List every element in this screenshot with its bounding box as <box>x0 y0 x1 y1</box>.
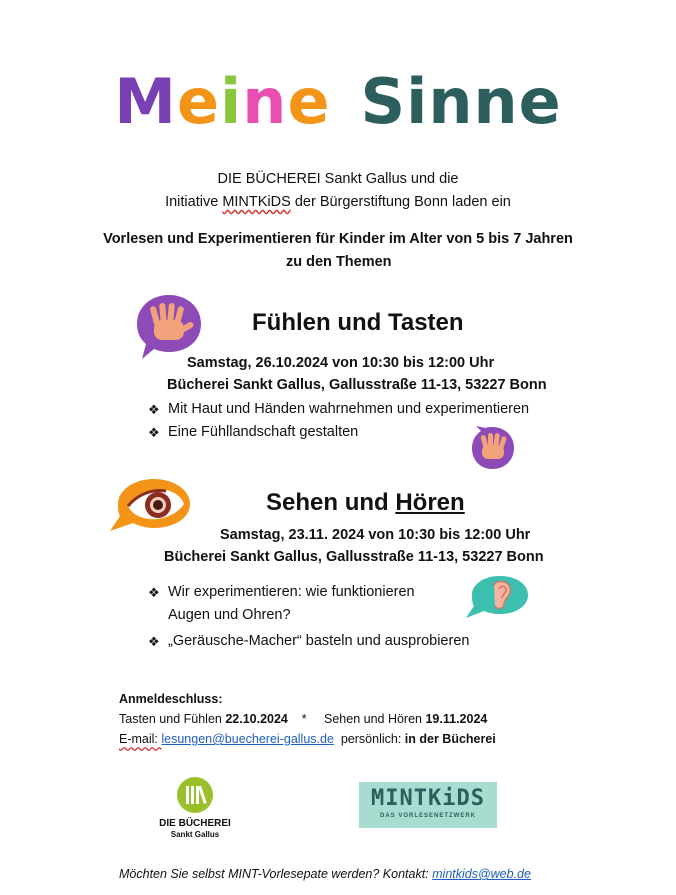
diamond-bullet-icon: ❖ <box>148 634 160 649</box>
intro-initiative: Initiative <box>165 194 223 210</box>
email-label: E-mail: <box>119 732 162 746</box>
diamond-bullet-icon: ❖ <box>148 585 160 600</box>
event2-title-hoeren: Hören <box>395 489 465 516</box>
title-letter: n <box>242 65 288 138</box>
buecherei-logo-icon <box>176 776 214 814</box>
intro-mintkids: MINTKiDS <box>222 194 291 210</box>
event2-bullet-list <box>146 581 469 653</box>
mintkids-logo-name: MINTKiDS <box>371 786 485 811</box>
buecherei-logo-name: DIE BÜCHEREI <box>159 818 231 829</box>
list-item: ❖ „Geräusche-Macher“ basteln und ausprobieren <box>146 630 469 653</box>
event2-title: Sehen und Hören <box>266 489 465 516</box>
page-title <box>0 62 676 142</box>
small-hand-bubble-icon <box>470 425 516 473</box>
footer-email-link[interactable]: mintkids@web.de <box>432 867 531 881</box>
mintkids-logo <box>359 782 497 828</box>
registration-deadlines: Tasten und Fühlen 22.10.2024 * Sehen und Hören 19.11.2024 <box>119 712 488 726</box>
registration-email-link[interactable]: lesungen@buecherei-gallus.de <box>161 732 334 746</box>
list-item: Augen und Ohren? <box>168 607 291 623</box>
intro-line-3: Vorlesen und Experimentieren für Kinder im Alter von 5 bis 7 Jahren <box>103 231 573 247</box>
footer-contact: Möchten Sie selbst MINT-Vorlesepate werden? Kontakt: mintkids@web.de <box>119 867 531 881</box>
list-item: ❖ Mit Haut und Händen wahrnehmen und experimentieren <box>146 398 529 421</box>
mintkids-logo-sub: DAS VORLESENETZWERK <box>379 813 476 819</box>
list-item: ❖ Wir experimentieren: wie funktionieren <box>146 581 469 604</box>
eye-bubble-icon <box>106 476 194 534</box>
buecherei-logo <box>150 776 240 839</box>
title-word-sinne: Sinne <box>360 65 562 138</box>
ear-bubble-icon <box>462 574 530 620</box>
registration-contact: E-mail: lesungen@buecherei-gallus.de persönlich: in der Bücherei <box>119 732 496 746</box>
intro-line-1: DIE BÜCHEREI Sankt Gallus und die <box>217 171 459 187</box>
event2-date: Samstag, 23.11. 2024 von 10:30 bis 12:00 Uhr <box>220 527 531 543</box>
buecherei-logo-sub: Sankt Gallus <box>170 830 220 839</box>
intro-line-4: zu den Themen <box>286 254 392 270</box>
title-letter: e <box>176 65 221 138</box>
diamond-bullet-icon: ❖ <box>148 425 160 440</box>
title-letter: i <box>220 65 243 138</box>
event1-place: Bücherei Sankt Gallus, Gallusstraße 11-13, 53227 Bonn <box>167 377 547 393</box>
registration-heading: Anmeldeschluss: <box>119 692 223 706</box>
diamond-bullet-icon: ❖ <box>148 402 160 417</box>
title-letter: M <box>114 65 177 138</box>
list-item: ❖ Eine Fühllandschaft gestalten <box>146 421 529 444</box>
event2-place: Bücherei Sankt Gallus, Gallusstraße 11-13, 53227 Bonn <box>164 549 544 565</box>
hand-bubble-icon <box>134 292 204 362</box>
intro-foundation: der Bürgerstiftung Bonn laden ein <box>290 194 511 210</box>
event1-title: Fühlen und Tasten <box>252 309 464 336</box>
event1-date: Samstag, 26.10.2024 von 10:30 bis 12:00 Uhr <box>187 355 495 371</box>
intro-line-2 <box>0 191 676 213</box>
title-letter: e <box>287 65 331 138</box>
